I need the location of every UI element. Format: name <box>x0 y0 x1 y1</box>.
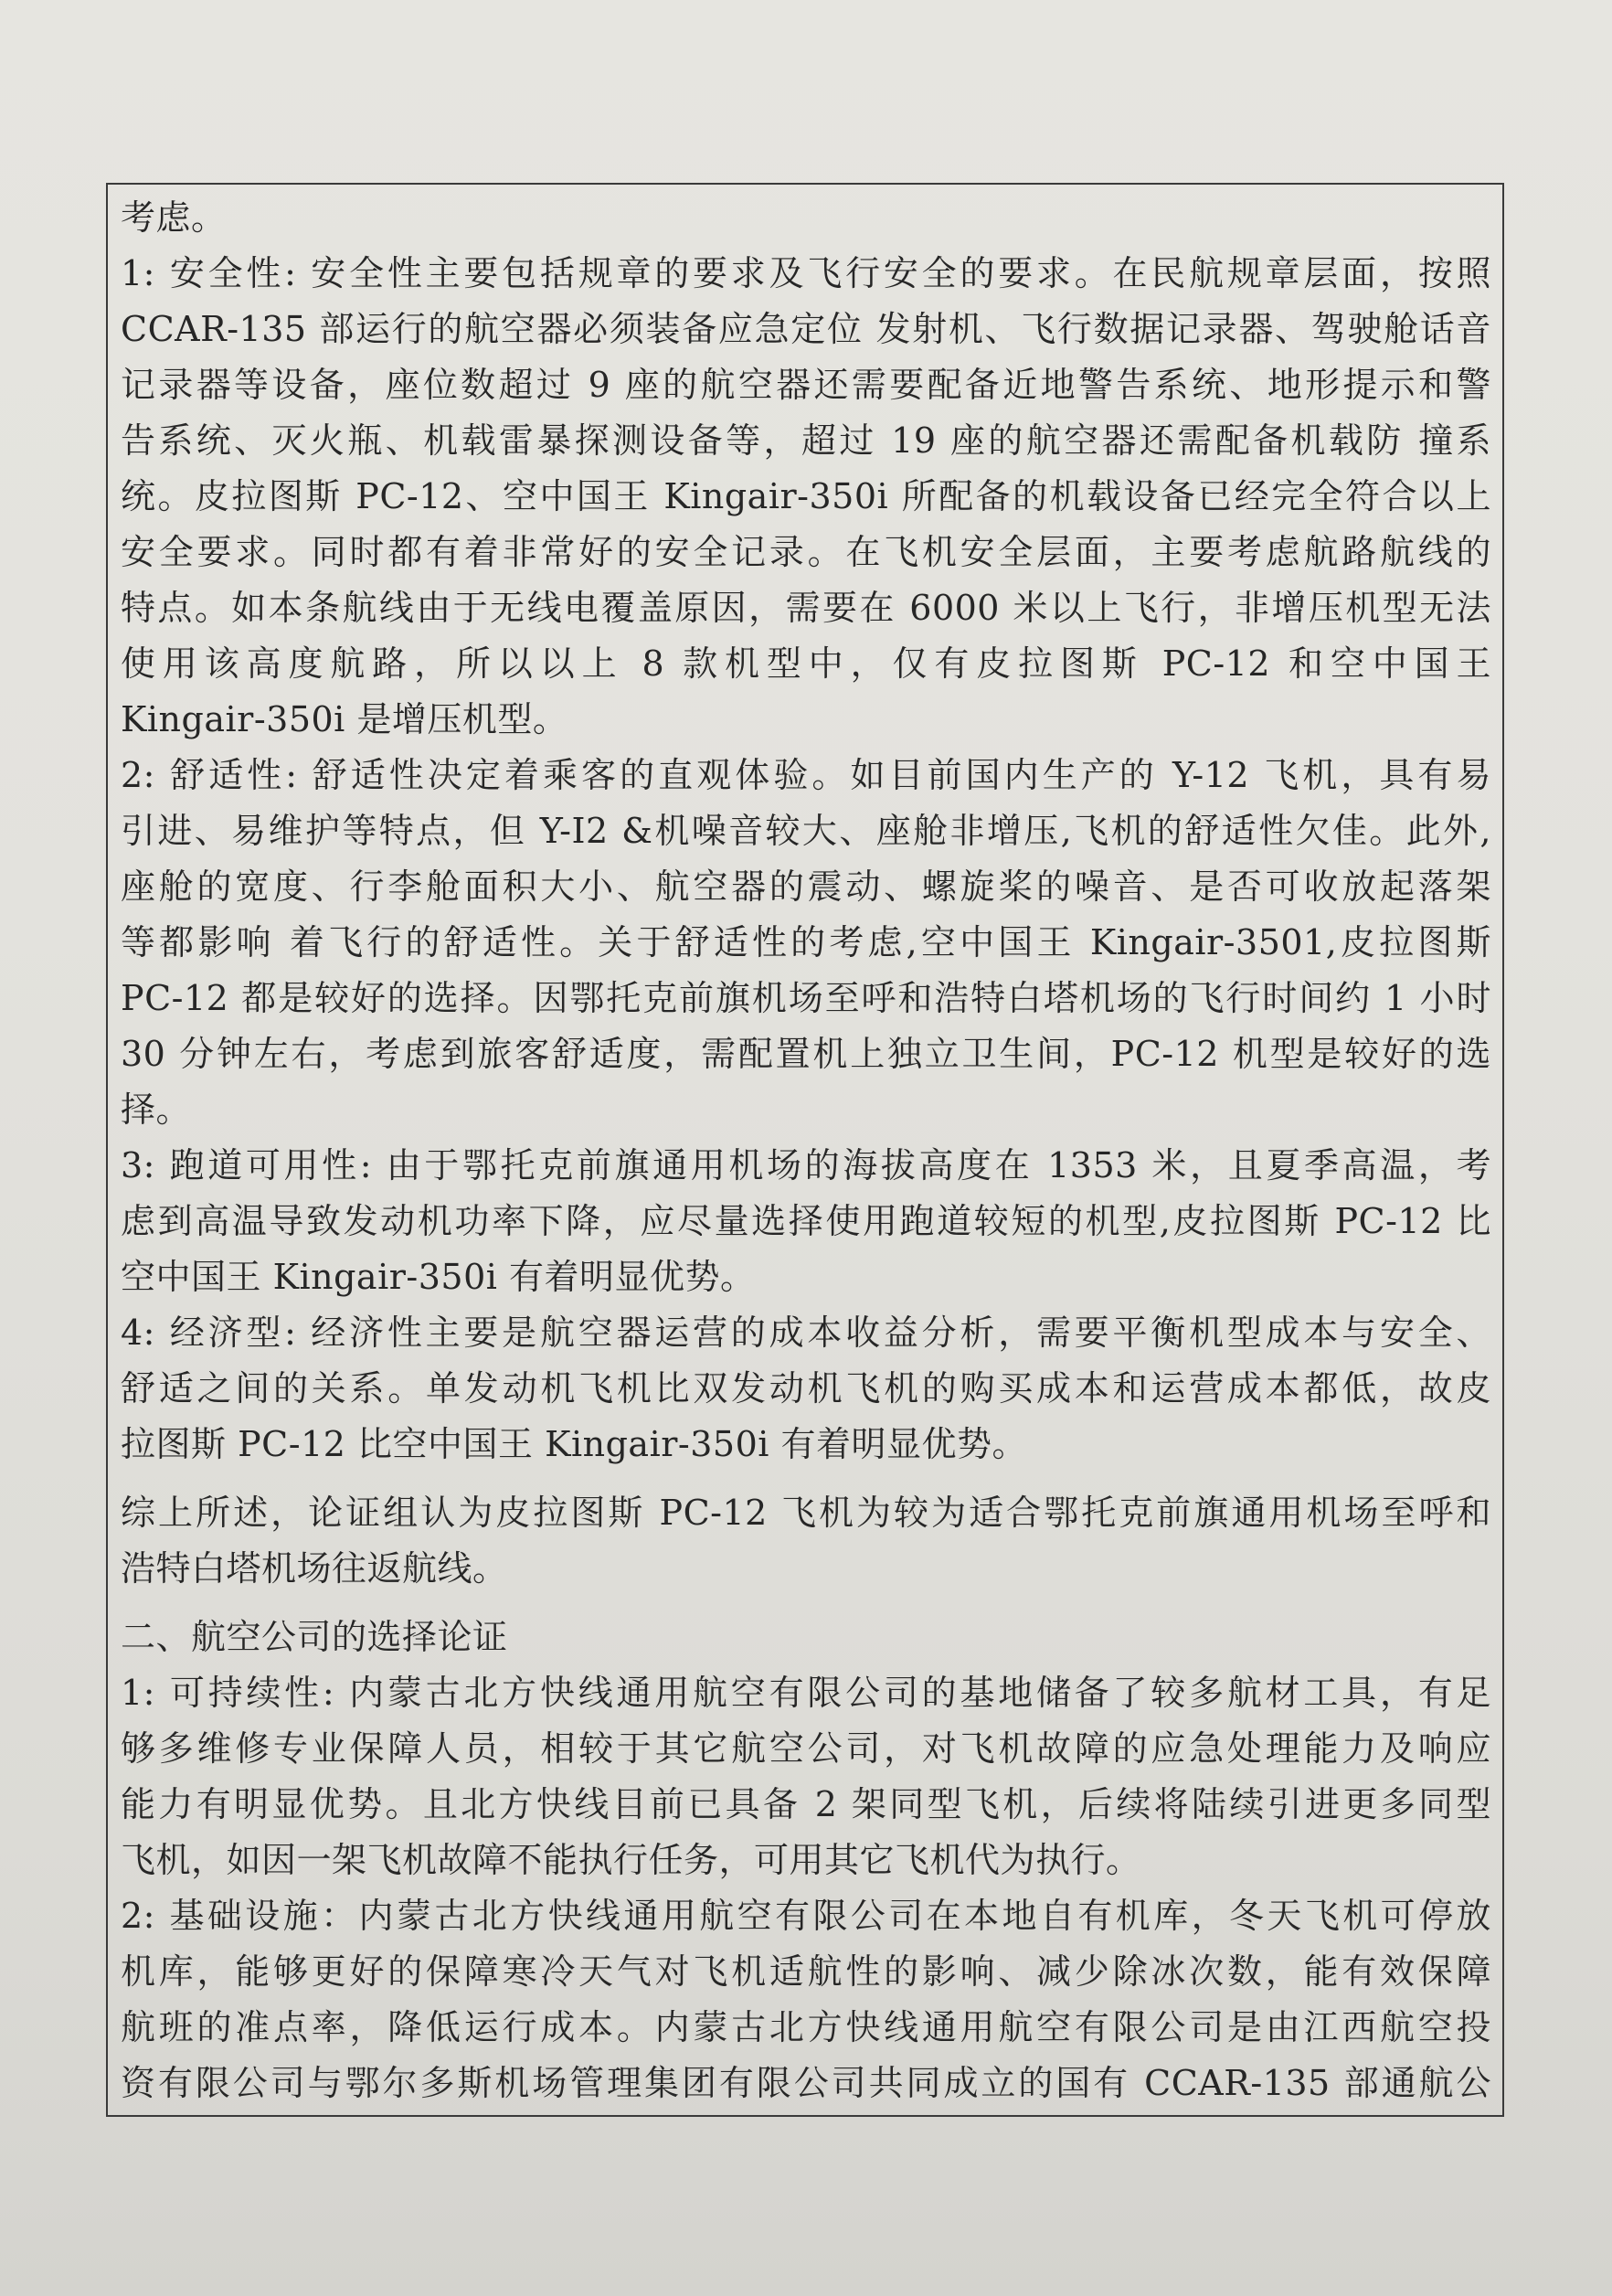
text-line: 二、航空公司的选择论证 <box>121 1617 508 1657</box>
text-line: 记录器等设备，座位数超过 9 座的航空器还需要配备近地警告系统、地形提示和警 <box>121 365 1491 405</box>
text-line: 飞机，如因一架飞机故障不能执行任务，可用其它飞机代为执行。 <box>121 1840 1141 1880</box>
text-line: 30 分钟左右，考虑到旅客舒适度，需配置机上独立卫生间，PC-12 机型是较好的选 <box>121 1034 1491 1074</box>
text-line: 综上所述，论证组认为皮拉图斯 PC-12 飞机为较为适合鄂托克前旗通用机场至呼和 <box>121 1493 1491 1533</box>
text-line: Kingair-350i 是增压机型。 <box>121 699 568 739</box>
document-body <box>121 190 1491 2111</box>
text-line: 安全要求。同时都有着非常好的安全记录。在飞机安全层面，主要考虑航路航线的 <box>121 532 1491 572</box>
text-line: 择。 <box>121 1090 192 1130</box>
text-line: 使用该高度航路，所以以上 8 款机型中，仅有皮拉图斯 PC-12 和空中国王 <box>121 643 1491 684</box>
text-line: 4: 经济型: 经济性主要是航空器运营的成本收益分析，需要平衡机型成本与安全、 <box>121 1313 1491 1353</box>
text-line: 考虑。 <box>121 197 227 238</box>
text-line: 资有限公司与鄂尔多斯机场管理集团有限公司共同成立的国有 CCAR-135 部通航公 <box>121 2063 1491 2103</box>
text-line: 浩特白塔机场往返航线。 <box>121 1548 508 1589</box>
text-line: 拉图斯 PC-12 比空中国王 Kingair-350i 有着明显优势。 <box>121 1424 1027 1464</box>
text-line: 航班的准点率，降低运行成本。内蒙古北方快线通用航空有限公司是由江西航空投 <box>121 2007 1491 2047</box>
text-line: 虑到高温导致发动机功率下降，应尽量选择使用跑道较短的机型,皮拉图斯 PC-12 比 <box>121 1201 1491 1241</box>
text-line: 告系统、灭火瓶、机载雷暴探测设备等，超过 19 座的航空器还需配备机载防 撞系 <box>121 420 1491 461</box>
text-line: 座舱的宽度、行李舱面积大小、航空器的震动、螺旋桨的噪音、是否可收放起落架 <box>121 866 1491 907</box>
text-line: 空中国王 Kingair-350i 有着明显优势。 <box>121 1257 756 1297</box>
text-line: 够多维修专业保障人员，相较于其它航空公司，对飞机故障的应急处理能力及响应 <box>121 1728 1491 1769</box>
text-line: 2: 基础设施：内蒙古北方快线通用航空有限公司在本地自有机库，冬天飞机可停放 <box>121 1896 1491 1936</box>
paragraph-gap <box>121 1472 1491 1485</box>
text-line: 等都影响 着飞行的舒适性。关于舒适性的考虑,空中国王 Kingair-3501,皮拉图斯 <box>121 922 1491 962</box>
text-line: 1: 可持续性: 内蒙古北方快线通用航空有限公司的基地储备了较多航材工具，有足 <box>121 1673 1491 1713</box>
text-line: 舒适之间的关系。单发动机飞机比双发动机飞机的购买成本和运营成本都低，故皮 <box>121 1368 1491 1408</box>
text-line: 特点。如本条航线由于无线电覆盖原因，需要在 6000 米以上飞行，非增压机型无法 <box>121 588 1491 628</box>
text-line: 2: 舒适性: 舒适性决定着乘客的直观体验。如目前国内生产的 Y-12 飞机，具有易 <box>121 755 1491 795</box>
text-line: 引进、易维护等特点，但 Y-I2 &机噪音较大、座舱非增压,飞机的舒适性欠佳。此外, <box>121 811 1491 851</box>
text-line: CCAR-135 部运行的航空器必须装备应急定位 发射机、飞行数据记录器、驾驶舱话音 <box>121 309 1491 349</box>
text-line: 能力有明显优势。且北方快线目前已具备 2 架同型飞机，后续将陆续引进更多同型 <box>121 1784 1491 1824</box>
text-line: 3: 跑道可用性: 由于鄂托克前旗通用机场的海拔高度在 1353 米，且夏季高温，考 <box>121 1145 1491 1185</box>
text-line: PC-12 都是较好的选择。因鄂托克前旗机场至呼和浩特白塔机场的飞行时间约 1 小时 <box>121 978 1491 1018</box>
text-frame <box>106 183 1504 2117</box>
text-line: 1: 安全性: 安全性主要包括规章的要求及飞行安全的要求。在民航规章层面，按照 <box>121 253 1491 293</box>
paragraph-gap <box>121 1597 1491 1610</box>
text-line: 机库，能够更好的保障寒冷天气对飞机适航性的影响、减少除冰次数，能有效保障 <box>121 1951 1491 1992</box>
text-line: 统。皮拉图斯 PC-12、空中国王 Kingair-350i 所配备的机载设备已经完全符合以上 <box>121 476 1491 516</box>
